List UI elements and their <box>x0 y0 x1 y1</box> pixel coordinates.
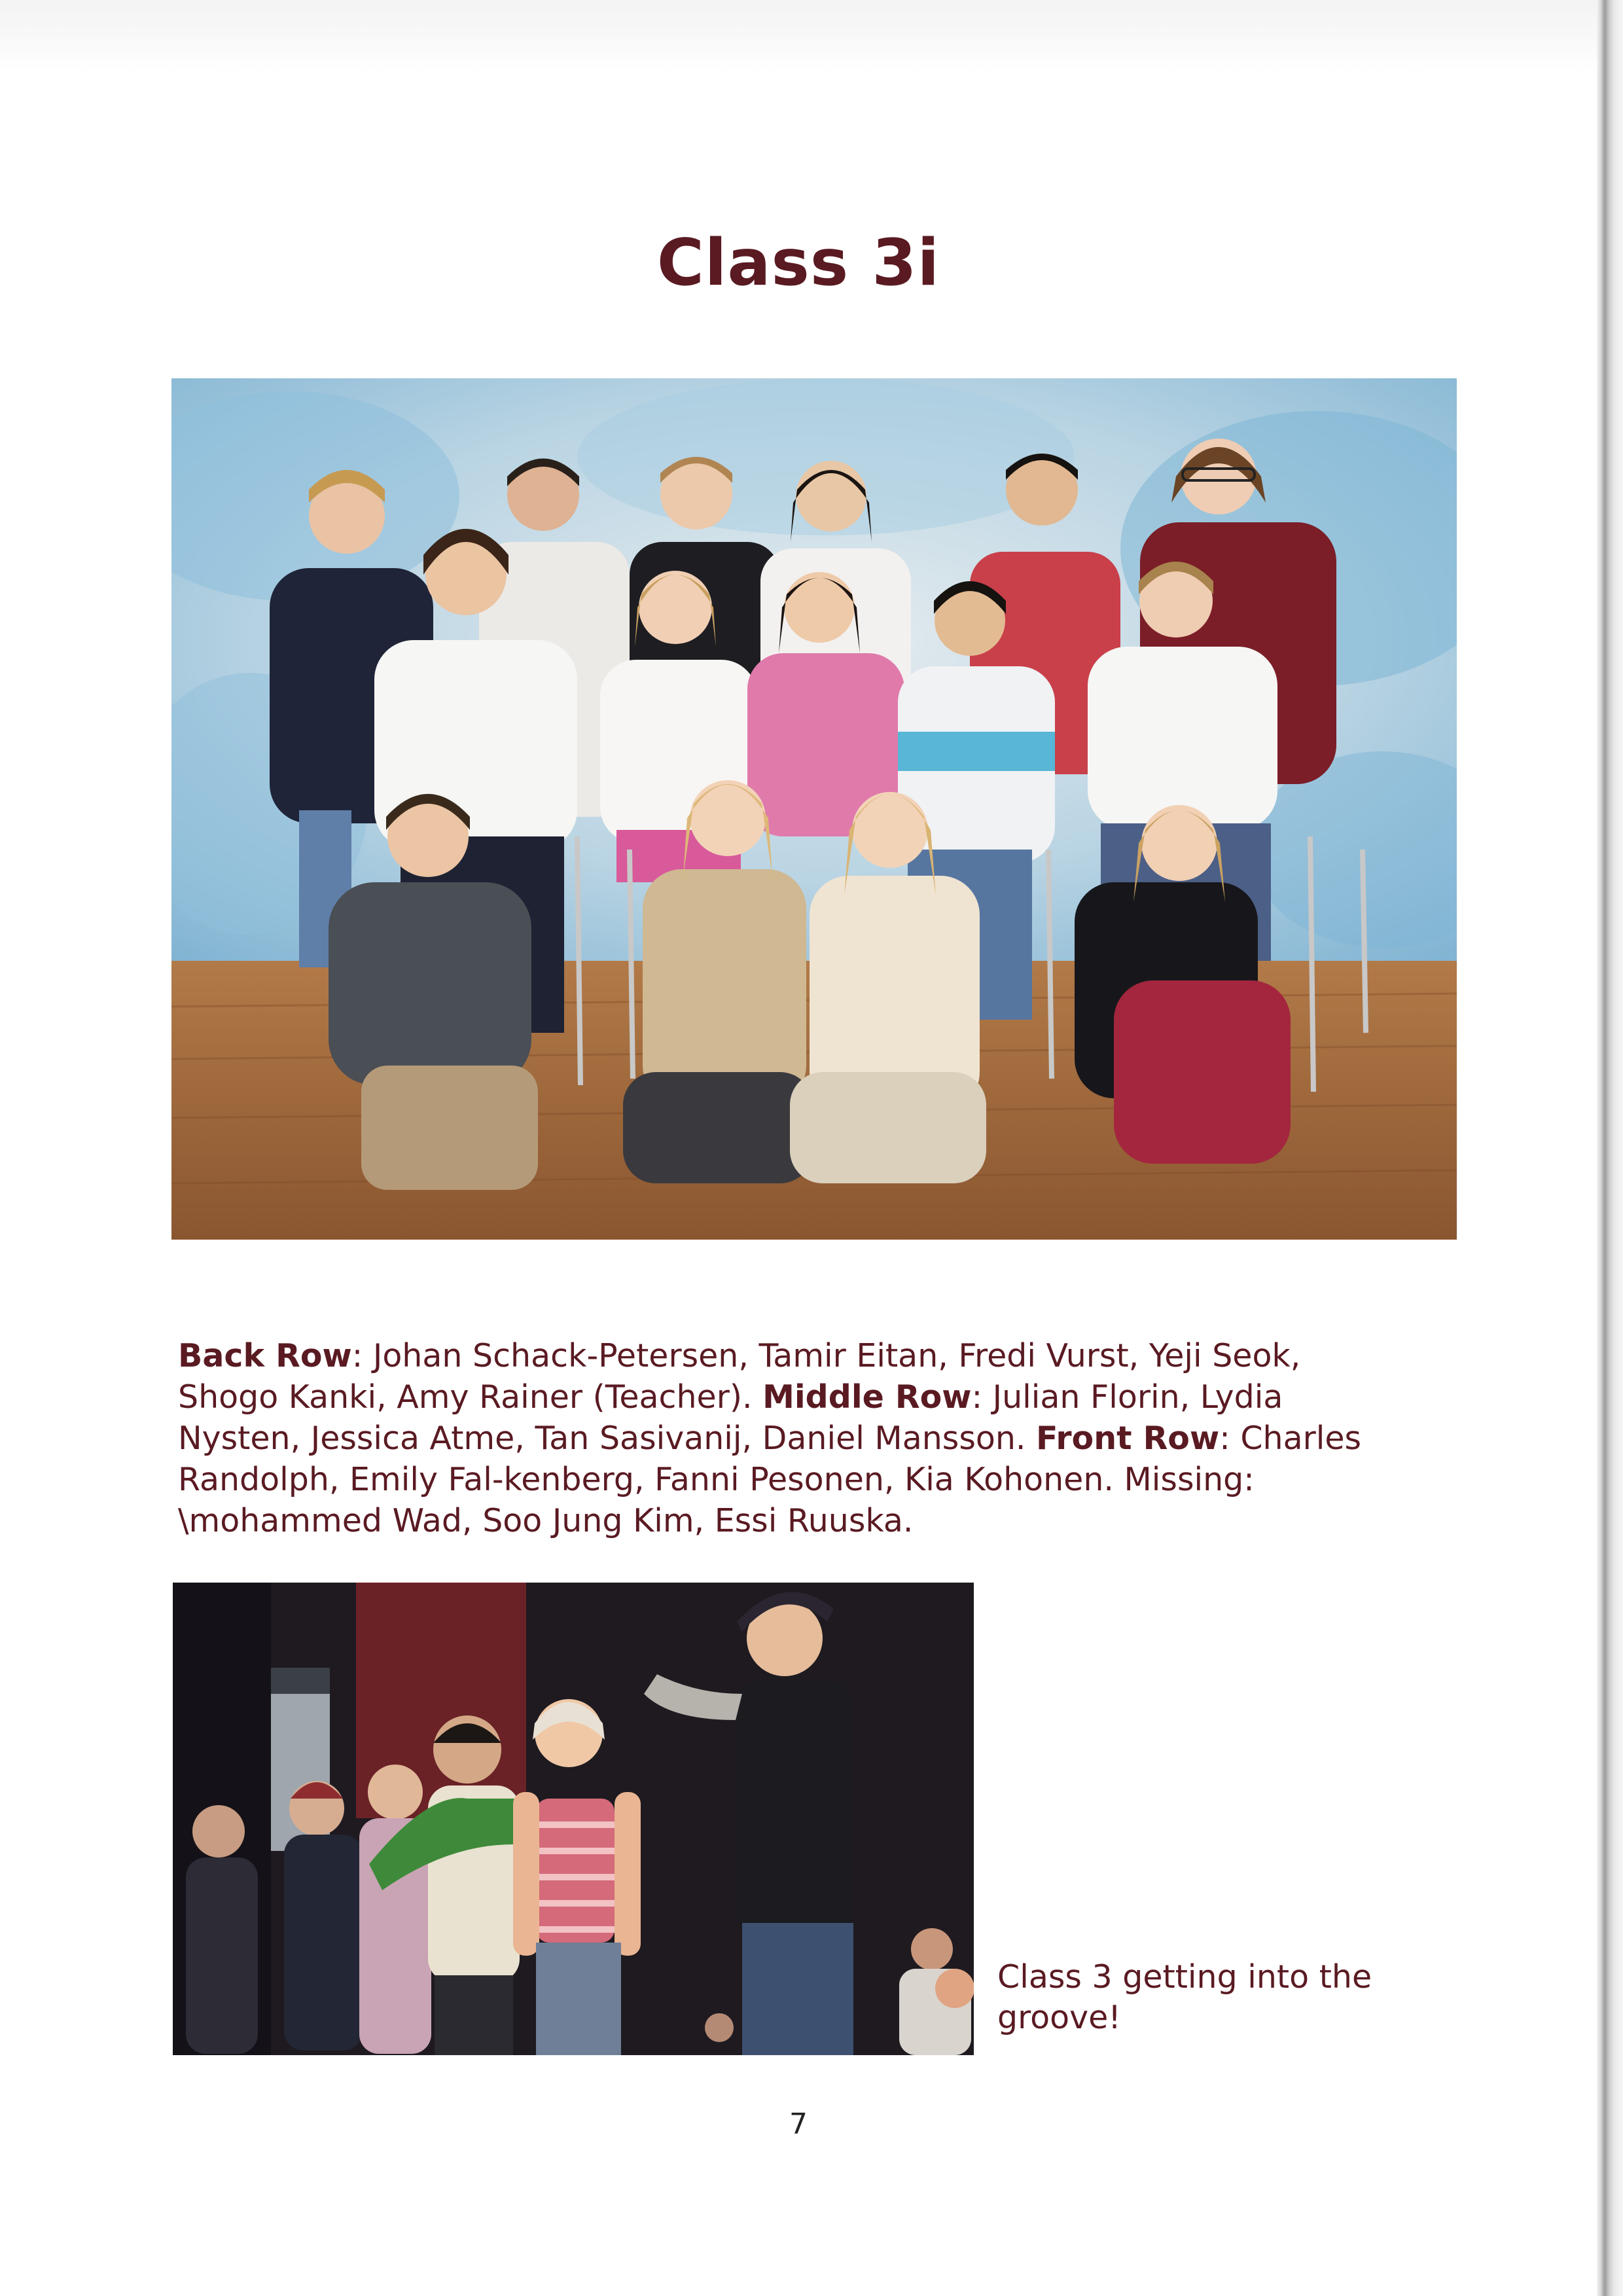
back-row-names: : Johan Schack-Petersen, Tamir Eitan, Fredi Vurst, Yeji Seok, Shogo Kanki, Amy Rainer (Teacher). <box>178 1337 1301 1416</box>
class-group-photo <box>171 378 1457 1240</box>
scan-top-tint <box>0 0 1597 72</box>
class-photo-caption <box>178 1335 1382 1541</box>
front-row-names: : Charles Randolph, Emily Fal-kenberg, Fanni Pesonen, Kia Kohonen. Missing: \mohammed Wad, Soo Jung Kim, Essi Ruuska. <box>178 1420 1362 1539</box>
page-number: 7 <box>789 2108 808 2141</box>
front-row-label: Front Row <box>1036 1420 1220 1457</box>
middle-row-names: : Julian Florin, Lydia Nysten, Jessica Atme, Tan Sasivanij, Daniel Mansson. <box>178 1378 1283 1457</box>
back-row-label: Back Row <box>178 1337 352 1374</box>
middle-row-label: Middle Row <box>762 1378 972 1416</box>
scan-edge-shadow <box>1597 0 1623 2296</box>
stage-photo-caption: Class 3 getting into the groove! <box>997 1958 1372 2036</box>
stage-performance-photo <box>173 1583 974 2055</box>
page-title: Class 3i <box>656 226 940 300</box>
